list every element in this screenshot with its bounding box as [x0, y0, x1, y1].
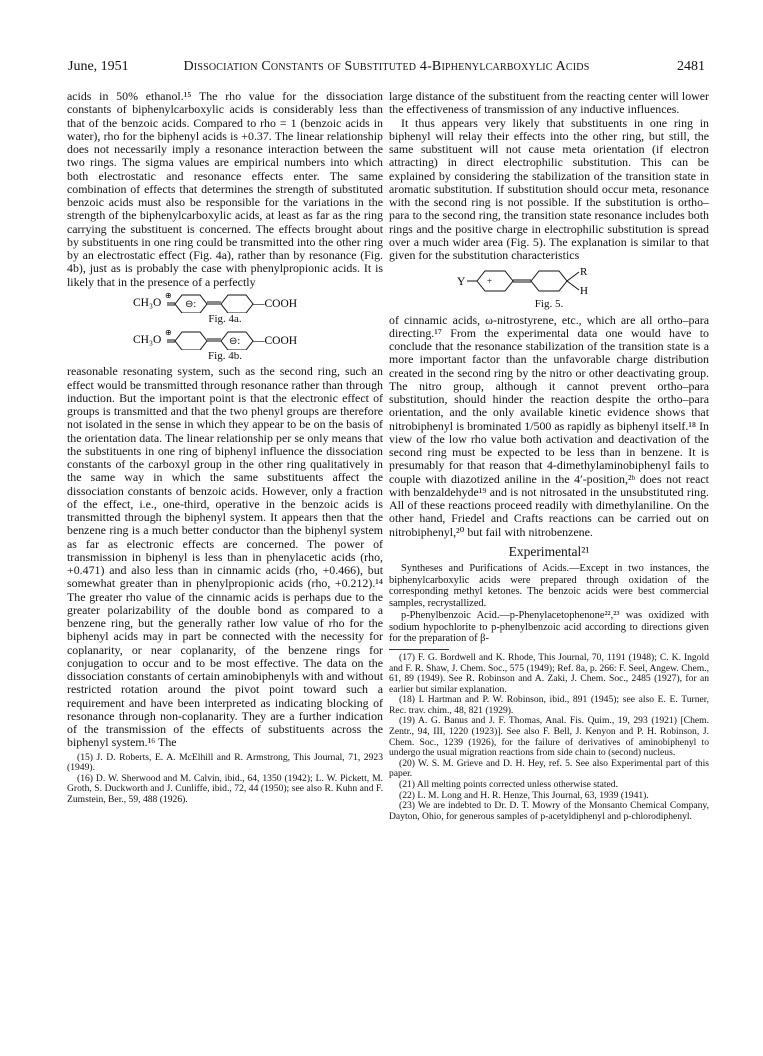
fig5-r-label: R	[580, 266, 588, 279]
figure-5-structure	[389, 264, 709, 298]
right-column	[389, 90, 709, 822]
footnote: (21) All melting points corrected unless otherwise stated.	[399, 779, 619, 791]
figure-4a-structure	[67, 291, 383, 313]
fig4b-ring-1	[175, 332, 207, 350]
fig4b-methoxy-label: CH₃O	[133, 334, 162, 346]
fig5-h-label: H	[580, 285, 588, 298]
experimental-text	[389, 563, 709, 645]
svg-text:⊕: ⊕	[165, 290, 172, 300]
header-date: June, 1951	[68, 59, 129, 74]
fig5-ring-2	[531, 271, 567, 291]
paragraph: acids in 50% ethanol.¹⁵ The rho value for the dissociation constants of biphenylcarboxylic acids is considerably less than that of the benzoic acids. Compared to rho = 1 (benzoic acids in water), rho for the biphenyl acids is +0.37. The linear relationship does not necessarily imply a resonance interaction between the two rings. The sigma values are empirical numbers into which both electrostatic and resonance effects enter. The same combination of effects that determines the strength of substituted benzoic acids must also be responsible for the variations in the strength of the biphenylcarboxylic acids, at least as far as the ring carrying the substituent is concerned. The effects brought about by substituents in one ring could be transmitted into the other ring by an electrostatic effect (Fig. 4a), rather than by resonance (Fig. 4b), just as is probably the case with phenylpropionic acids. It is likely that in the presence of a perfectly	[67, 89, 383, 289]
footnote: (16) D. W. Sherwood and M. Calvin, ibid., 64, 1350 (1942); L. W. Pickett, M. Groth, S. Duckworth and J. Cunliffe, ibid., 72, 44 (1950); see also R. Kuhn and F. Zumstein, Ber., 59, 488 (1926).	[67, 772, 383, 805]
footnotes	[67, 753, 383, 806]
svg-text:⊖:: ⊖:	[229, 336, 241, 347]
svg-text:⊕: ⊕	[165, 328, 172, 337]
left-column	[67, 90, 383, 805]
figure-caption: Fig. 5.	[534, 298, 564, 311]
svg-text:⊖:: ⊖:	[185, 298, 197, 310]
fig4a-methoxy-label: CH₃O	[133, 296, 162, 309]
paragraph: of cinnamic acids, ω-nitrostyrene, etc., which are all ortho–para directing.¹⁷ From the experimental data one would have to conclude that the resonance stabilization of the transition state is a more important factor than the unfavorable charge distribution created in the second ring by the nitro or other deactivating group. The nitro group, although it cannot prevent ortho–para substitution, should hinder the reaction despite the ortho–para orientation, and the only available kinetic evidence shows that nitrobiphenyl is brominated 1/500 as rapidly as biphenyl itself.¹⁸ In view of the low rho value both activation and deactivation of the second ring must be expected to be less than in benzene. It is presumably for that reason that 4-dimethylaminobiphenyl fails to couple with diazotized aniline in the 4′-position,²ᵇ does not react with benzaldehyde¹⁹ and is not nitrosated in the unsubstituted ring. All of these reactions proceed readily with dimethylaniline. On the other hand, Friedel and Crafts reactions can be carried out on nitrobiphenyl,²⁰ but fail with nitrobenzene.	[389, 312, 709, 539]
paragraph: Syntheses and Purifications of Acids.—Except in two instances, the biphenylcarboxylic acids were prepared through oxidation of the corresponding methyl ketones. The benzoic acids were best commercial samples, recrystallized.	[389, 563, 709, 610]
svg-text:+: +	[487, 276, 493, 287]
footnote: (18) I. Hartman and P. W. Robinson, ibid., 891 (1945); see also E. E. Turner, Rec. trav. chim., 48, 821 (1929).	[389, 694, 709, 716]
figure-caption: Fig. 4b.	[208, 350, 242, 362]
fig5-ring-1	[477, 271, 513, 291]
footnote: (17) F. G. Bordwell and K. Rhode, This Journal, 70, 1191 (1948); C. K. Ingold and F. R. Shaw, J. Chem. Soc., 575 (1949); Ref. 8a, p. 266: F. Seel, Angew. Chem., 61, 89 (1949). See R. Robinson and A. Zaki, J. Chem. Soc., 2485 (1927), for an earlier but similar explanation.	[389, 651, 709, 695]
footnotes	[389, 653, 709, 823]
footnote: (15) J. D. Roberts, E. A. McElhill and R. Armstrong, This Journal, 71, 2923 (1949).	[67, 751, 383, 774]
fig4b-carboxyl-label: —COOH	[253, 335, 298, 347]
figure-5	[389, 264, 709, 311]
footnote: (20) W. S. M. Grieve and D. H. Hey, ref. 5. See also Experimental part of this paper.	[389, 757, 709, 780]
footnote: (22) L. M. Long and H. R. Henze, This Journal, 63, 1939 (1941).	[399, 789, 649, 801]
paragraph: large distance of the substituent from the reacting center will lower the effectiveness of transmission of any inductive influences.	[389, 89, 709, 117]
fig4a-carboxyl-label: —COOH	[253, 297, 298, 310]
paragraph: reasonable resonating system, such as the second ring, such an effect would be transmitted through resonance rather than through induction. But the important point is that the electronic effect of groups is transmitted and that the two phenyl groups are therefore not isolated in the sense in which they appear to be on the basis of the orientation data. The linear relationship per se only means that the substituents in one ring of biphenyl influence the dissociation constants of the carboxyl group in the other ring qualitatively in the same way in which the same substituents affect the dissociation constants of benzoic acids. However, only a fraction of the effect, i.e., one-third, operative in the benzoic acids is transmitted through the biphenyl system. It appears then that the benzene ring is a much better conductor than the biphenyl system as far as electronic effects are concerned. The power of transmission in biphenyl is less than in phenylacetic acids (rho, +0.471) and also less than in cinnamic acids (rho, +0.466), but somewhat greater than in phenylpropionic acids (rho, +0.212).¹⁴ The greater rho value of the cinnamic acids is perhaps due to the greater polarizability of the double bond as compared to a benzene ring, but the generally rather low value of rho for the biphenyl acids may in part be connected with the necessity for coplanarity, or near coplanarity, of the benzene rings for conjugation to occur and to be most effective. The data on the dissociation constants of certain aminobiphenyls with and without restricted rotation around the pivot point toward such a requirement and have been interpreted as indicating blocking of resonance through non-coplanarity. They are a further indication of the transmission of the effects of substituents across the biphenyl system.¹⁶ The	[67, 364, 383, 750]
figure-4b-structure	[67, 328, 383, 350]
footnote-rule	[389, 649, 449, 650]
fig4a-ring-2	[221, 295, 253, 313]
footnote: (23) We are indebted to Dr. D. T. Mowry of the Monsanto Chemical Company, Dayton, Ohio, for generous samples of p-acetyldiphenyl and p-chlorodiphenyl.	[389, 800, 709, 822]
fig5-y-label: Y	[457, 276, 466, 289]
header-title: Dissociation Constants of Substituted 4-Biphenylcarboxylic Acids	[183, 59, 590, 74]
figure-caption: Fig. 4a.	[208, 312, 242, 325]
figure-4a	[67, 291, 383, 364]
page-number: 2481	[677, 59, 705, 74]
running-header	[68, 59, 705, 77]
paragraph: It thus appears very likely that substituents in one ring in biphenyl will relay their effects into the other ring, but still, the same substituent will not cause meta orientation (if electron attracting) in direct electrophilic substitution. This can be explained by considering the stabilization of the transition state in aromatic substitution. If substitution should occur meta, resonance with the second ring is not possible. If the substitution is ortho–para to the second ring, the transition state resonance includes both rings and the positive charge in electrophilic substitution is spread over a much wider area (Fig. 5). The explanation is similar to that given for the substitution characteristics	[389, 115, 709, 262]
section-heading: Experimental²¹	[508, 543, 590, 559]
paragraph: p-Phenylbenzoic Acid.—p-Phenylacetophenone²²,²³ was oxidized with sodium hypochlorite to p-phenylbenzoic acid according to directions given for the preparation of β-	[389, 609, 709, 645]
footnote: (19) A. G. Banus and J. F. Thomas, Anal. Fis. Quim., 19, 293 (1921) [Chem. Zentr., 94, III, 1220 (1923)]. See also F. Bell, J. Kenyon and P. H. Robinson, J. Chem. Soc., 1239 (1926), for the failure of derivatives of aminobiphenyl to undergo the usual migration reactions from side chain to (second) nucleus.	[389, 715, 709, 759]
